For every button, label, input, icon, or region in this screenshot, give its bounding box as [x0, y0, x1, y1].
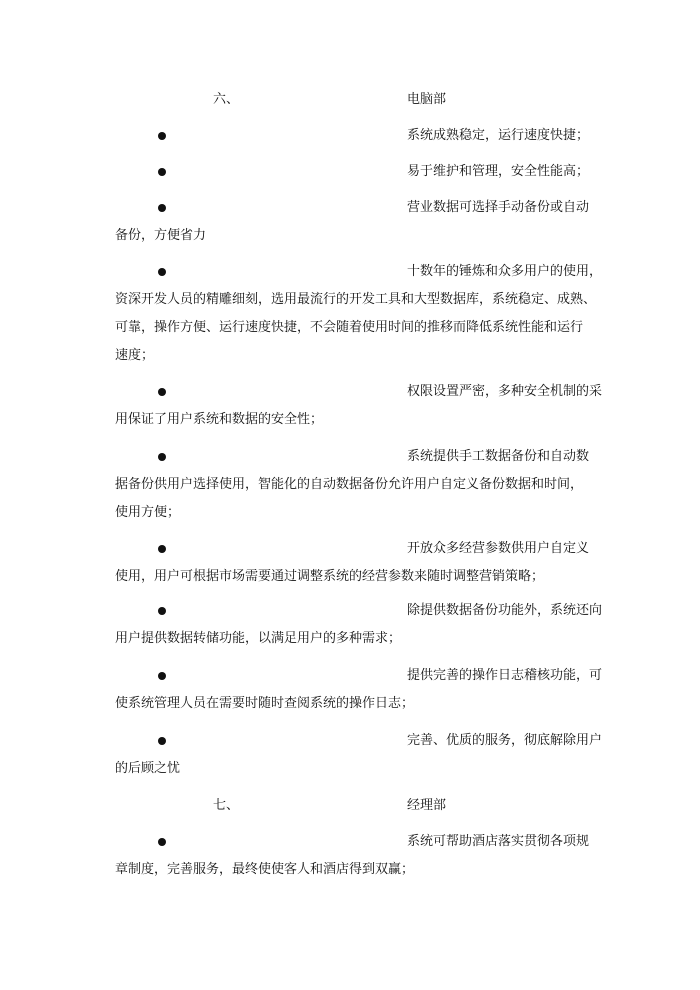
item-text-continued: 备份，方便省力 — [115, 228, 207, 243]
item-text: 系统提供手工数据备份和自动数 — [407, 449, 590, 464]
item-text-continued: 可靠，操作方便、运行速度快捷，不会随着使用时间的推移而降低系统性能和运行 — [115, 320, 584, 335]
item-text-continued: 使用方便； — [115, 505, 181, 520]
section-heading — [0, 90, 700, 110]
bullet-icon — [158, 268, 166, 276]
bullet-icon — [158, 737, 166, 745]
item-text: 完善、优质的服务，彻底解除用户 — [407, 733, 603, 748]
bullet-icon — [158, 607, 166, 615]
item-text-continued: 使用，用户可根据市场需要通过调整系统的经营参数来随时调整营销策略； — [115, 569, 545, 584]
bullet-icon — [158, 168, 166, 176]
section-title: 经理部 — [407, 798, 447, 813]
item-text: 营业数据可选择手动备份或自动 — [407, 200, 590, 215]
item-text-continued: 资深开发人员的精雕细刻，选用最流行的开发工具和大型数据库，系统稳定、成熟、 — [115, 292, 597, 307]
item-text: 系统可帮助酒店落实贯彻各项规 — [407, 834, 590, 849]
item-text: 权限设置严密，多种安全机制的采 — [407, 384, 603, 399]
bullet-icon — [158, 672, 166, 680]
item-text: 除提供数据备份功能外，系统还向 — [407, 603, 603, 618]
item-text: 易于维护和管理，安全性能高； — [407, 164, 590, 179]
bullet-icon — [158, 545, 166, 553]
item-text: 十数年的锤炼和众多用户的使用， — [407, 264, 603, 279]
section-heading — [0, 796, 700, 816]
section-number: 六、 — [213, 92, 240, 107]
item-text-continued: 章制度，完善服务，最终使使客人和酒店得到双赢； — [115, 862, 415, 877]
bullet-icon — [158, 204, 166, 212]
item-text: 开放众多经营参数供用户自定义 — [407, 541, 590, 556]
bullet-icon — [158, 453, 166, 461]
section-number: 七、 — [213, 798, 240, 813]
item-text-continued: 的后顾之忧 — [115, 761, 181, 776]
section-title: 电脑部 — [407, 92, 447, 107]
item-text: 系统成熟稳定，运行速度快捷； — [407, 128, 590, 143]
item-text: 提供完善的操作日志稽核功能，可 — [407, 668, 603, 683]
bullet-icon — [158, 838, 166, 846]
bullet-icon — [158, 132, 166, 140]
item-text-continued: 据备份供用户选择使用，智能化的自动数据备份允许用户自定义备份数据和时间， — [115, 477, 584, 492]
bullet-icon — [158, 388, 166, 396]
item-text-continued: 速度； — [115, 348, 155, 363]
item-text-continued: 用户提供数据转储功能，以满足用户的多种需求； — [115, 631, 402, 646]
item-text-continued: 用保证了用户系统和数据的安全性； — [115, 412, 324, 427]
item-text-continued: 使系统管理人员在需要时随时查阅系统的操作日志； — [115, 696, 415, 711]
